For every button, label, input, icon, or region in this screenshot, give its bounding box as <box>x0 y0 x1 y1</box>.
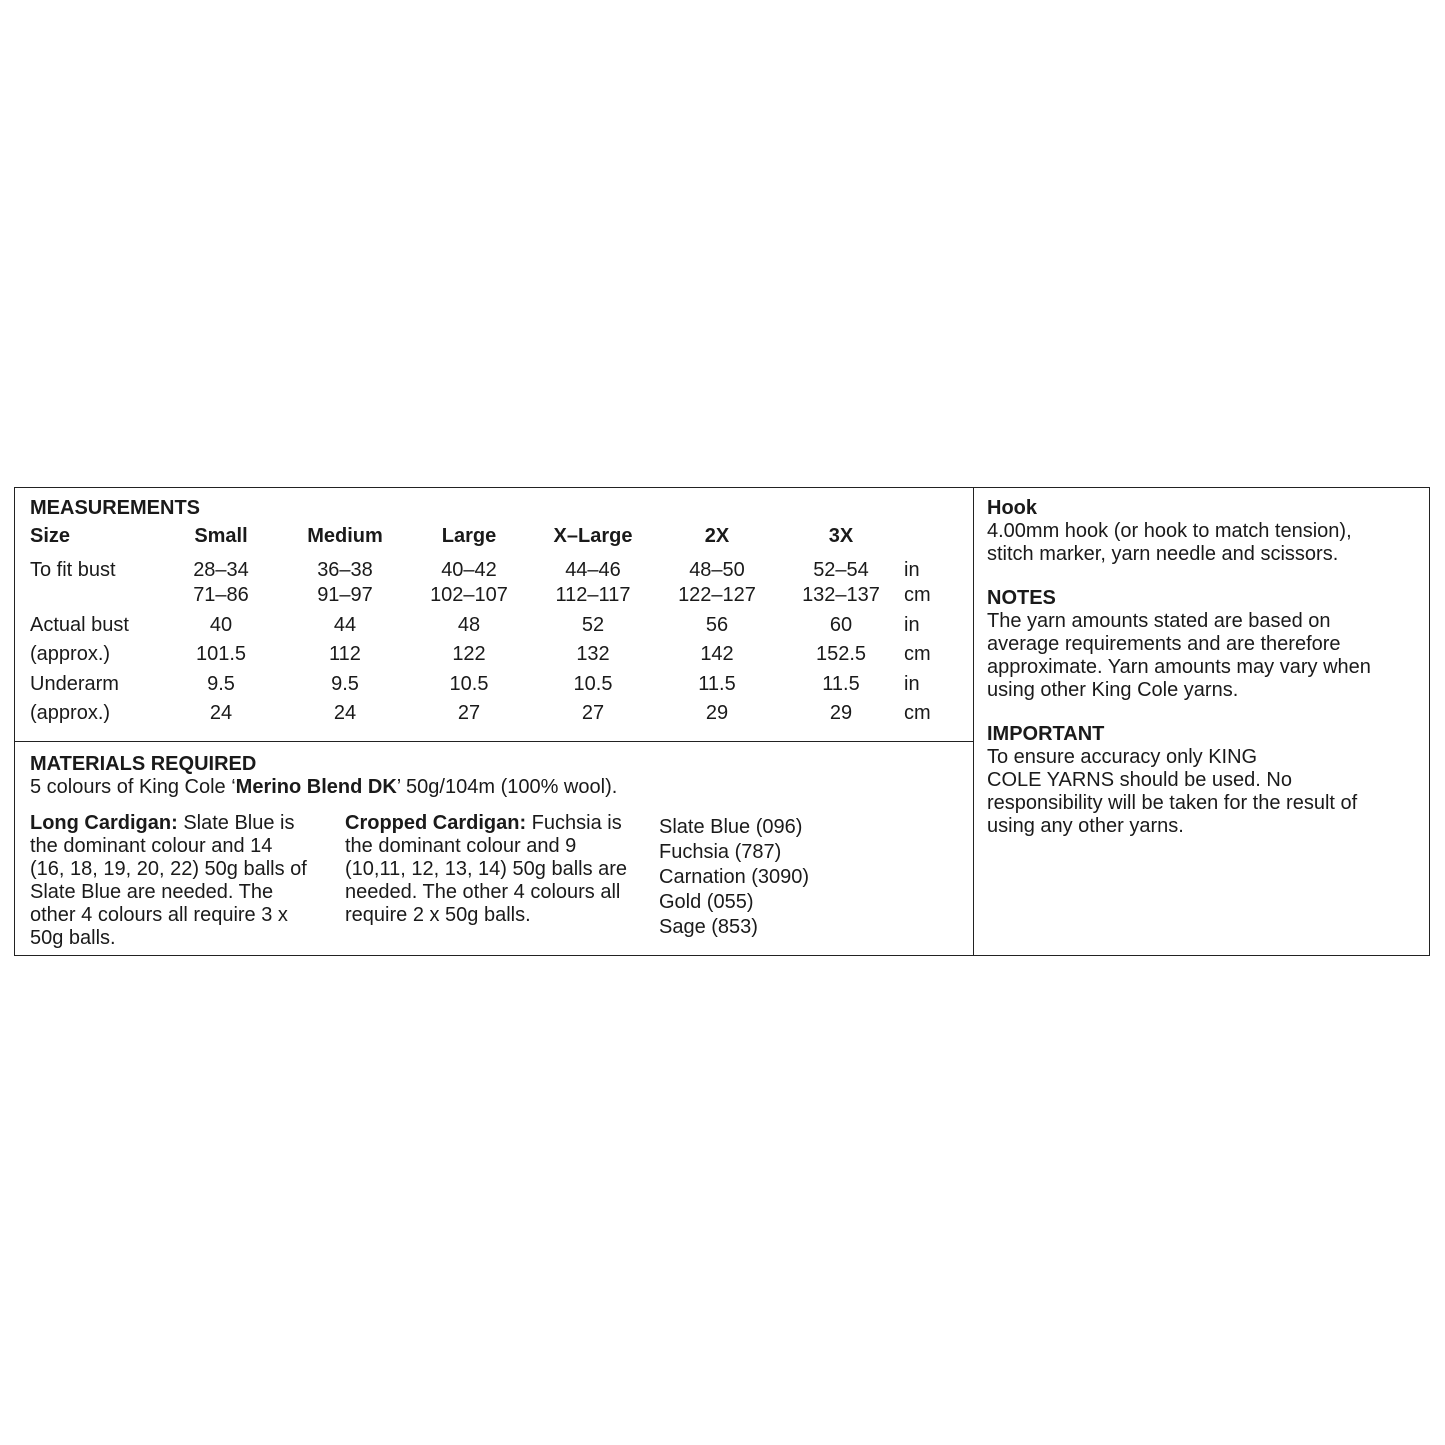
unit-label: cm <box>904 702 931 724</box>
table-cell: 112 <box>329 643 361 665</box>
colour-item: Fuchsia (787) <box>659 841 782 863</box>
long-cardigan-line: the dominant colour and 14 <box>30 835 273 857</box>
table-cell: 132–137 <box>802 584 880 606</box>
table-cell: 48–50 <box>689 559 745 581</box>
table-cell: 40–42 <box>441 559 497 581</box>
size-medium: Medium <box>307 525 383 547</box>
table-cell: 91–97 <box>317 584 373 606</box>
table-cell: 102–107 <box>430 584 508 606</box>
notes-line: The yarn amounts stated are based on <box>987 610 1331 632</box>
long-cardigan-line: Slate Blue is <box>177 812 295 834</box>
colour-item: Gold (055) <box>659 891 754 913</box>
table-cell: 11.5 <box>822 673 860 695</box>
cropped-cardigan-line: Fuchsia is <box>526 812 622 834</box>
unit-label: in <box>904 673 920 695</box>
yarn-name: Merino Blend DK <box>235 776 397 798</box>
measurements-heading: MEASUREMENTS <box>30 497 201 519</box>
left-panel <box>15 488 974 955</box>
table-cell: 52 <box>581 614 605 636</box>
notes-heading: NOTES <box>987 587 1056 609</box>
table-cell: 60 <box>829 614 853 636</box>
table-cell: 29 <box>705 702 729 724</box>
colour-list <box>659 815 809 940</box>
important-line: COLE YARNS should be used. No <box>987 769 1292 791</box>
table-cell: 10.5 <box>449 673 489 695</box>
table-cell: 27 <box>581 702 605 724</box>
table-cell: 152.5 <box>815 643 867 665</box>
long-cardigan-block <box>30 812 307 950</box>
long-cardigan-line: Slate Blue are needed. The <box>30 881 274 903</box>
table-cell: 122–127 <box>678 584 756 606</box>
row-label: (approx.) <box>30 643 111 665</box>
size-label: Size <box>30 525 71 547</box>
materials-intro <box>30 776 617 799</box>
right-panel <box>987 496 1423 838</box>
size-large: Large <box>441 525 497 547</box>
table-cell: 27 <box>457 702 481 724</box>
materials-heading: MATERIALS REQUIRED <box>30 753 257 775</box>
unit-label: cm <box>904 584 931 606</box>
size-small: Small <box>194 525 248 547</box>
cropped-cardigan-line: needed. The other 4 colours all <box>345 881 621 903</box>
notes-line: approximate. Yarn amounts may vary when <box>987 656 1371 678</box>
long-cardigan-label: Long Cardigan: <box>30 812 178 834</box>
table-cell: 36–38 <box>317 559 373 581</box>
important-line: To ensure accuracy only KING <box>987 746 1258 768</box>
colour-item: Carnation (3090) <box>659 866 810 888</box>
table-cell: 28–34 <box>193 559 249 581</box>
table-cell: 11.5 <box>698 673 736 695</box>
hook-heading: Hook <box>987 497 1037 519</box>
table-cell: 52–54 <box>813 559 869 581</box>
important-line: responsibility will be taken for the result of <box>987 792 1358 814</box>
table-cell: 71–86 <box>193 584 249 606</box>
unit-label: cm <box>904 643 931 665</box>
important-line: using any other yarns. <box>987 815 1184 837</box>
table-cell: 10.5 <box>573 673 613 695</box>
important-heading: IMPORTANT <box>987 723 1105 745</box>
colour-item: Slate Blue (096) <box>659 816 803 838</box>
table-cell: 9.5 <box>207 673 235 695</box>
table-cell: 24 <box>333 702 357 724</box>
size-2x: 2X <box>704 525 730 547</box>
cropped-cardigan-line: require 2 x 50g balls. <box>345 904 531 926</box>
long-cardigan-line: other 4 colours all require 3 x <box>30 904 288 926</box>
size-3x: 3X <box>828 525 854 547</box>
table-cell: 112–117 <box>555 584 631 606</box>
table-cell: 24 <box>209 702 233 724</box>
row-label: To fit bust <box>30 559 116 581</box>
table-cell: 48 <box>457 614 481 636</box>
notes-line: average requirements and are therefore <box>987 633 1341 655</box>
cropped-cardigan-label: Cropped Cardigan: <box>345 812 527 834</box>
table-cell: 40 <box>209 614 233 636</box>
long-cardigan-line: 50g balls. <box>30 927 116 949</box>
notes-line: using other King Cole yarns. <box>987 679 1239 701</box>
row-label: Actual bust <box>30 614 129 636</box>
table-cell: 122 <box>452 643 486 665</box>
table-cell: 9.5 <box>331 673 359 695</box>
table-cell: 29 <box>829 702 853 724</box>
cropped-cardigan-line: the dominant colour and 9 <box>345 835 577 857</box>
unit-label: in <box>904 614 920 636</box>
materials-section <box>15 742 973 955</box>
unit-label: in <box>904 559 920 581</box>
long-cardigan-line: (16, 18, 19, 20, 22) 50g balls of <box>30 858 307 880</box>
measurements-section <box>15 488 973 742</box>
table-cell: 56 <box>705 614 729 636</box>
size-xlarge: X–Large <box>553 525 633 547</box>
row-label: Underarm <box>30 673 119 695</box>
cropped-cardigan-line: (10,11, 12, 13, 14) 50g balls are <box>345 858 628 880</box>
colour-item: Sage (853) <box>659 916 758 938</box>
table-cell: 44–46 <box>565 559 621 581</box>
pattern-info-box <box>14 487 1430 956</box>
table-cell: 101.5 <box>195 643 247 665</box>
hook-line: stitch marker, yarn needle and scissors. <box>987 543 1339 565</box>
cropped-cardigan-block <box>345 812 627 927</box>
table-cell: 142 <box>700 643 734 665</box>
hook-line: 4.00mm hook (or hook to match tension), <box>987 520 1352 542</box>
materials-intro-pre: 5 colours of King Cole ‘ <box>30 776 236 798</box>
table-cell: 132 <box>576 643 610 665</box>
materials-intro-post: ’ 50g/104m (100% wool). <box>396 776 618 798</box>
table-cell: 44 <box>333 614 357 636</box>
row-label: (approx.) <box>30 702 111 724</box>
